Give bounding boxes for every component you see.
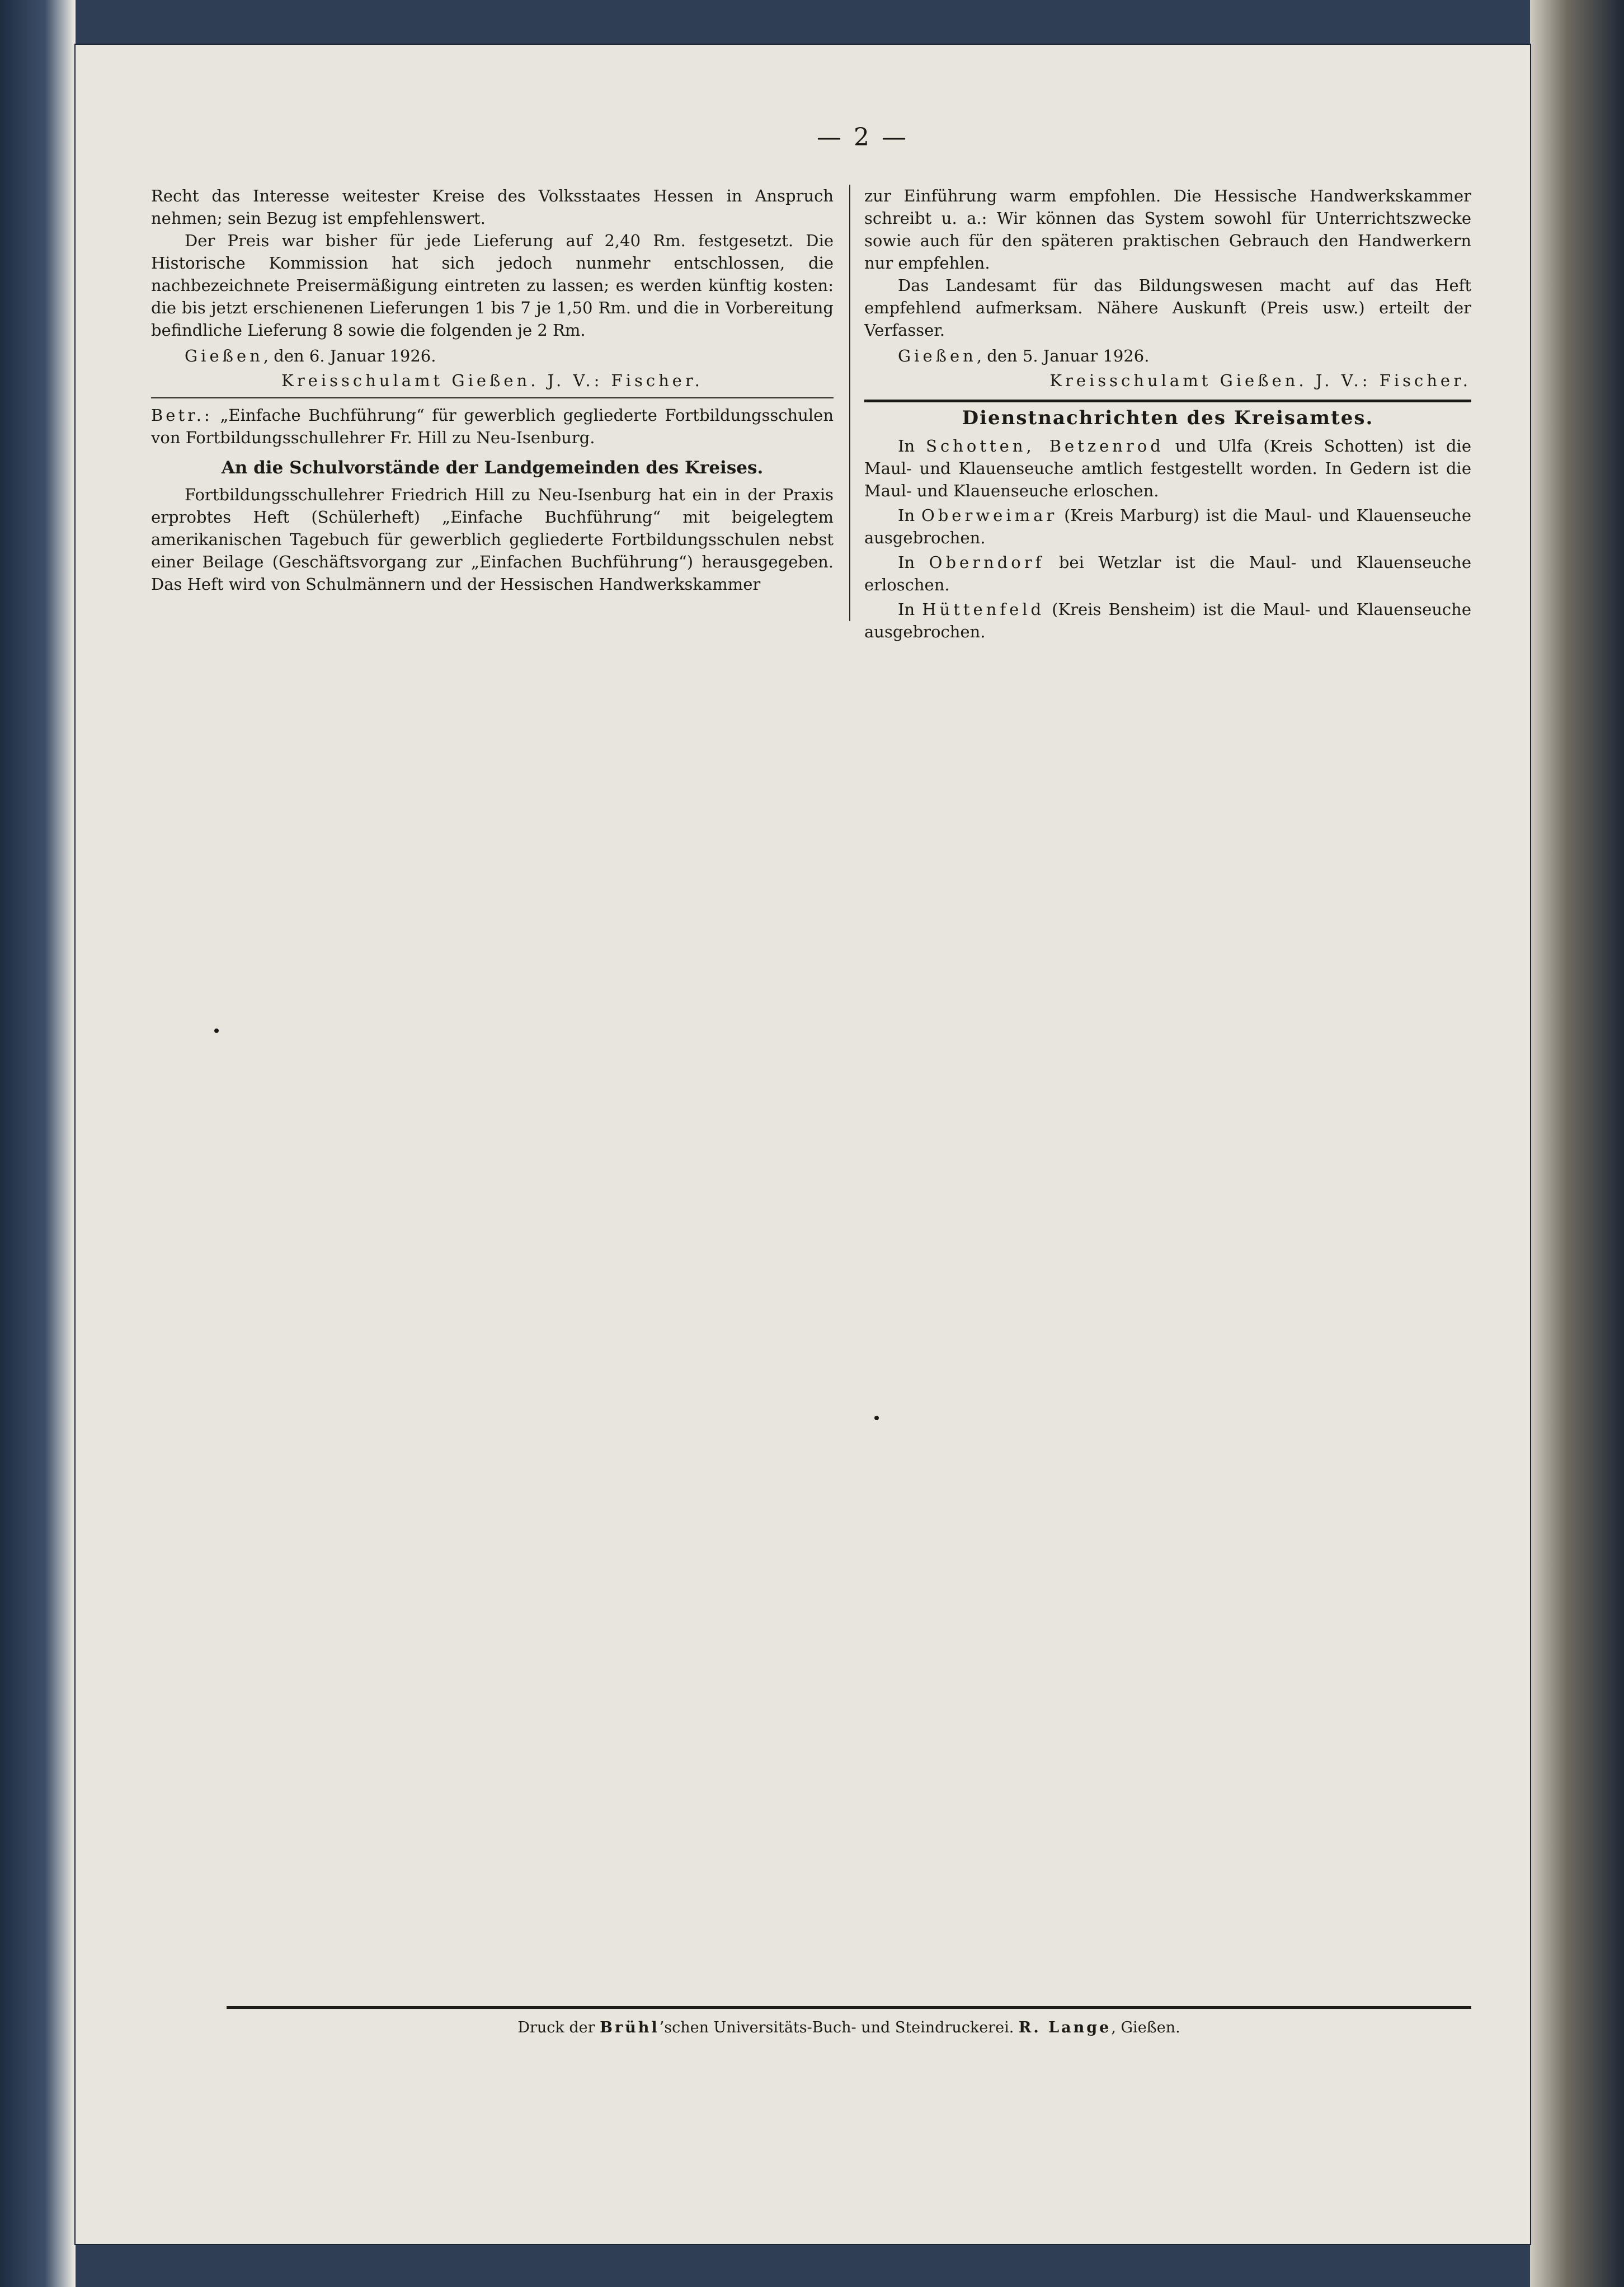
news-item-spaced: Schotten, Betzenrod bbox=[926, 436, 1164, 455]
printer-imprint bbox=[227, 2019, 1471, 2036]
left-heading: An die Schulvorstände der Landgemeinden des Kreises. bbox=[221, 458, 764, 478]
page-number: — 2 — bbox=[817, 123, 909, 152]
news-item-rest: und Ulfa (Kreis Schotten) ist die Maul- und Klauenseuche amtlich festgestellt worden. In Gedern ist die Maul- und Klauenseuche erloschen. bbox=[864, 436, 1471, 500]
news-item bbox=[864, 435, 1471, 502]
news-item-lead: In bbox=[898, 506, 921, 525]
left-place-city: Gießen bbox=[185, 346, 263, 365]
book-binding-left bbox=[0, 0, 76, 2287]
news-item-rest: (Kreis Marburg) ist die Maul- und Klauenseuche ausgebrochen. bbox=[864, 506, 1472, 547]
right-place-date-text: , den 5. Januar 1926. bbox=[976, 346, 1150, 365]
imprint-printer: Brühl bbox=[600, 2019, 660, 2036]
left-place-date-text: , den 6. Januar 1926. bbox=[263, 346, 436, 365]
right-paragraph-2: Das Landesamt für das Bildungswesen macht auf das Heft empfehlend aufmerksam. Nähere Auskunft (Preis usw.) erteilt der Verfasser. bbox=[864, 276, 1471, 340]
news-item bbox=[864, 504, 1471, 549]
news-item-rest: (Kreis Bensheim) ist die Maul- und Klauenseuche ausgebrochen. bbox=[864, 600, 1471, 641]
left-paragraph-2: Der Preis war bisher für jede Lieferung auf 2,40 Rm. festgesetzt. Die Historische Kommission hat sich jedoch nunmehr entschlossen, die nachbezeichnete Preisermäßigung eintreten zu lassen; es werden künftig kosten: die bis jetzt erschienenen Lieferungen 1 bis 7 je 1,50 Rm. und die in Vorbereitung befindliche Lieferung 8 sowie die folgenden je 2 Rm. bbox=[151, 231, 834, 340]
left-paragraph-1: Recht das Interesse weitester Kreise des Volksstaates Hessen in Anspruch nehmen; sein Bezug ist empfehlenswert. bbox=[151, 186, 834, 228]
news-item-spaced: Hüttenfeld bbox=[922, 600, 1045, 619]
news-item bbox=[864, 551, 1471, 596]
column-divider bbox=[849, 185, 850, 621]
right-heading: Dienstnachrichten des Kreisamtes. bbox=[962, 407, 1374, 429]
news-item-spaced: Oberweimar bbox=[921, 506, 1058, 525]
imprint-city: , Gießen. bbox=[1111, 2019, 1180, 2036]
left-subject bbox=[151, 404, 834, 449]
right-signature: Kreisschulamt Gießen. J. V.: Fischer. bbox=[1049, 371, 1471, 390]
ink-speck bbox=[214, 1029, 219, 1033]
right-divider bbox=[864, 400, 1471, 402]
right-place-date bbox=[864, 345, 1471, 367]
left-place-date bbox=[151, 345, 834, 367]
news-item-spaced: Oberndorf bbox=[929, 553, 1045, 572]
right-paragraph-1: zur Einführung warm empfohlen. Die Hessische Handwerkskammer schreibt u. a.: Wir können das System sowohl für Unterrichtszwecke sowie auch für den späteren praktischen Gebrauch den Handwerkern nur empfehlen. bbox=[864, 186, 1471, 273]
subject-label: Betr.: bbox=[151, 406, 213, 425]
news-item-lead: In bbox=[898, 436, 926, 455]
right-column bbox=[864, 185, 1471, 643]
left-paragraph-3: Fortbildungsschullehrer Friedrich Hill zu Neu-Isenburg hat ein in der Praxis erprobtes Heft (Schülerheft) „Einfache Buchführung“ mit beigelegtem amerikanischen Tagebuch für gewerblich gegliederte Fortbildungsschulen nebst einer Beilage (Geschäftsvorgang zur „Einfachen Buchführung“) herausgegeben. Das Heft wird von Schulmännern und der Hessischen Handwerkskammer bbox=[151, 485, 834, 594]
imprint-owner: R. Lange bbox=[1018, 2019, 1112, 2036]
news-item-lead: In bbox=[898, 600, 922, 619]
news-list bbox=[864, 435, 1471, 643]
left-signature: Kreisschulamt Gießen. J. V.: Fischer. bbox=[281, 371, 703, 390]
subject-text: „Einfache Buchführung“ für gewerblich gegliederte Fortbildungsschulen von Fortbildungsschullehrer Fr. Hill zu Neu-Isenburg. bbox=[151, 406, 834, 447]
news-item bbox=[864, 598, 1471, 643]
imprint-prefix: Druck der bbox=[517, 2019, 600, 2036]
news-item-lead: In bbox=[898, 553, 929, 572]
footer-rule bbox=[227, 2006, 1471, 2009]
right-place-city: Gießen bbox=[898, 346, 977, 365]
left-divider bbox=[151, 397, 834, 398]
news-item-rest: bei Wetzlar ist die Maul- und Klauenseuche erloschen. bbox=[864, 553, 1471, 594]
ink-speck bbox=[874, 1416, 879, 1420]
book-edge-right bbox=[1530, 0, 1624, 2287]
imprint-suffix: ’schen Universitäts-Buch- und Steindruckerei. bbox=[659, 2019, 1019, 2036]
left-column bbox=[151, 185, 834, 595]
